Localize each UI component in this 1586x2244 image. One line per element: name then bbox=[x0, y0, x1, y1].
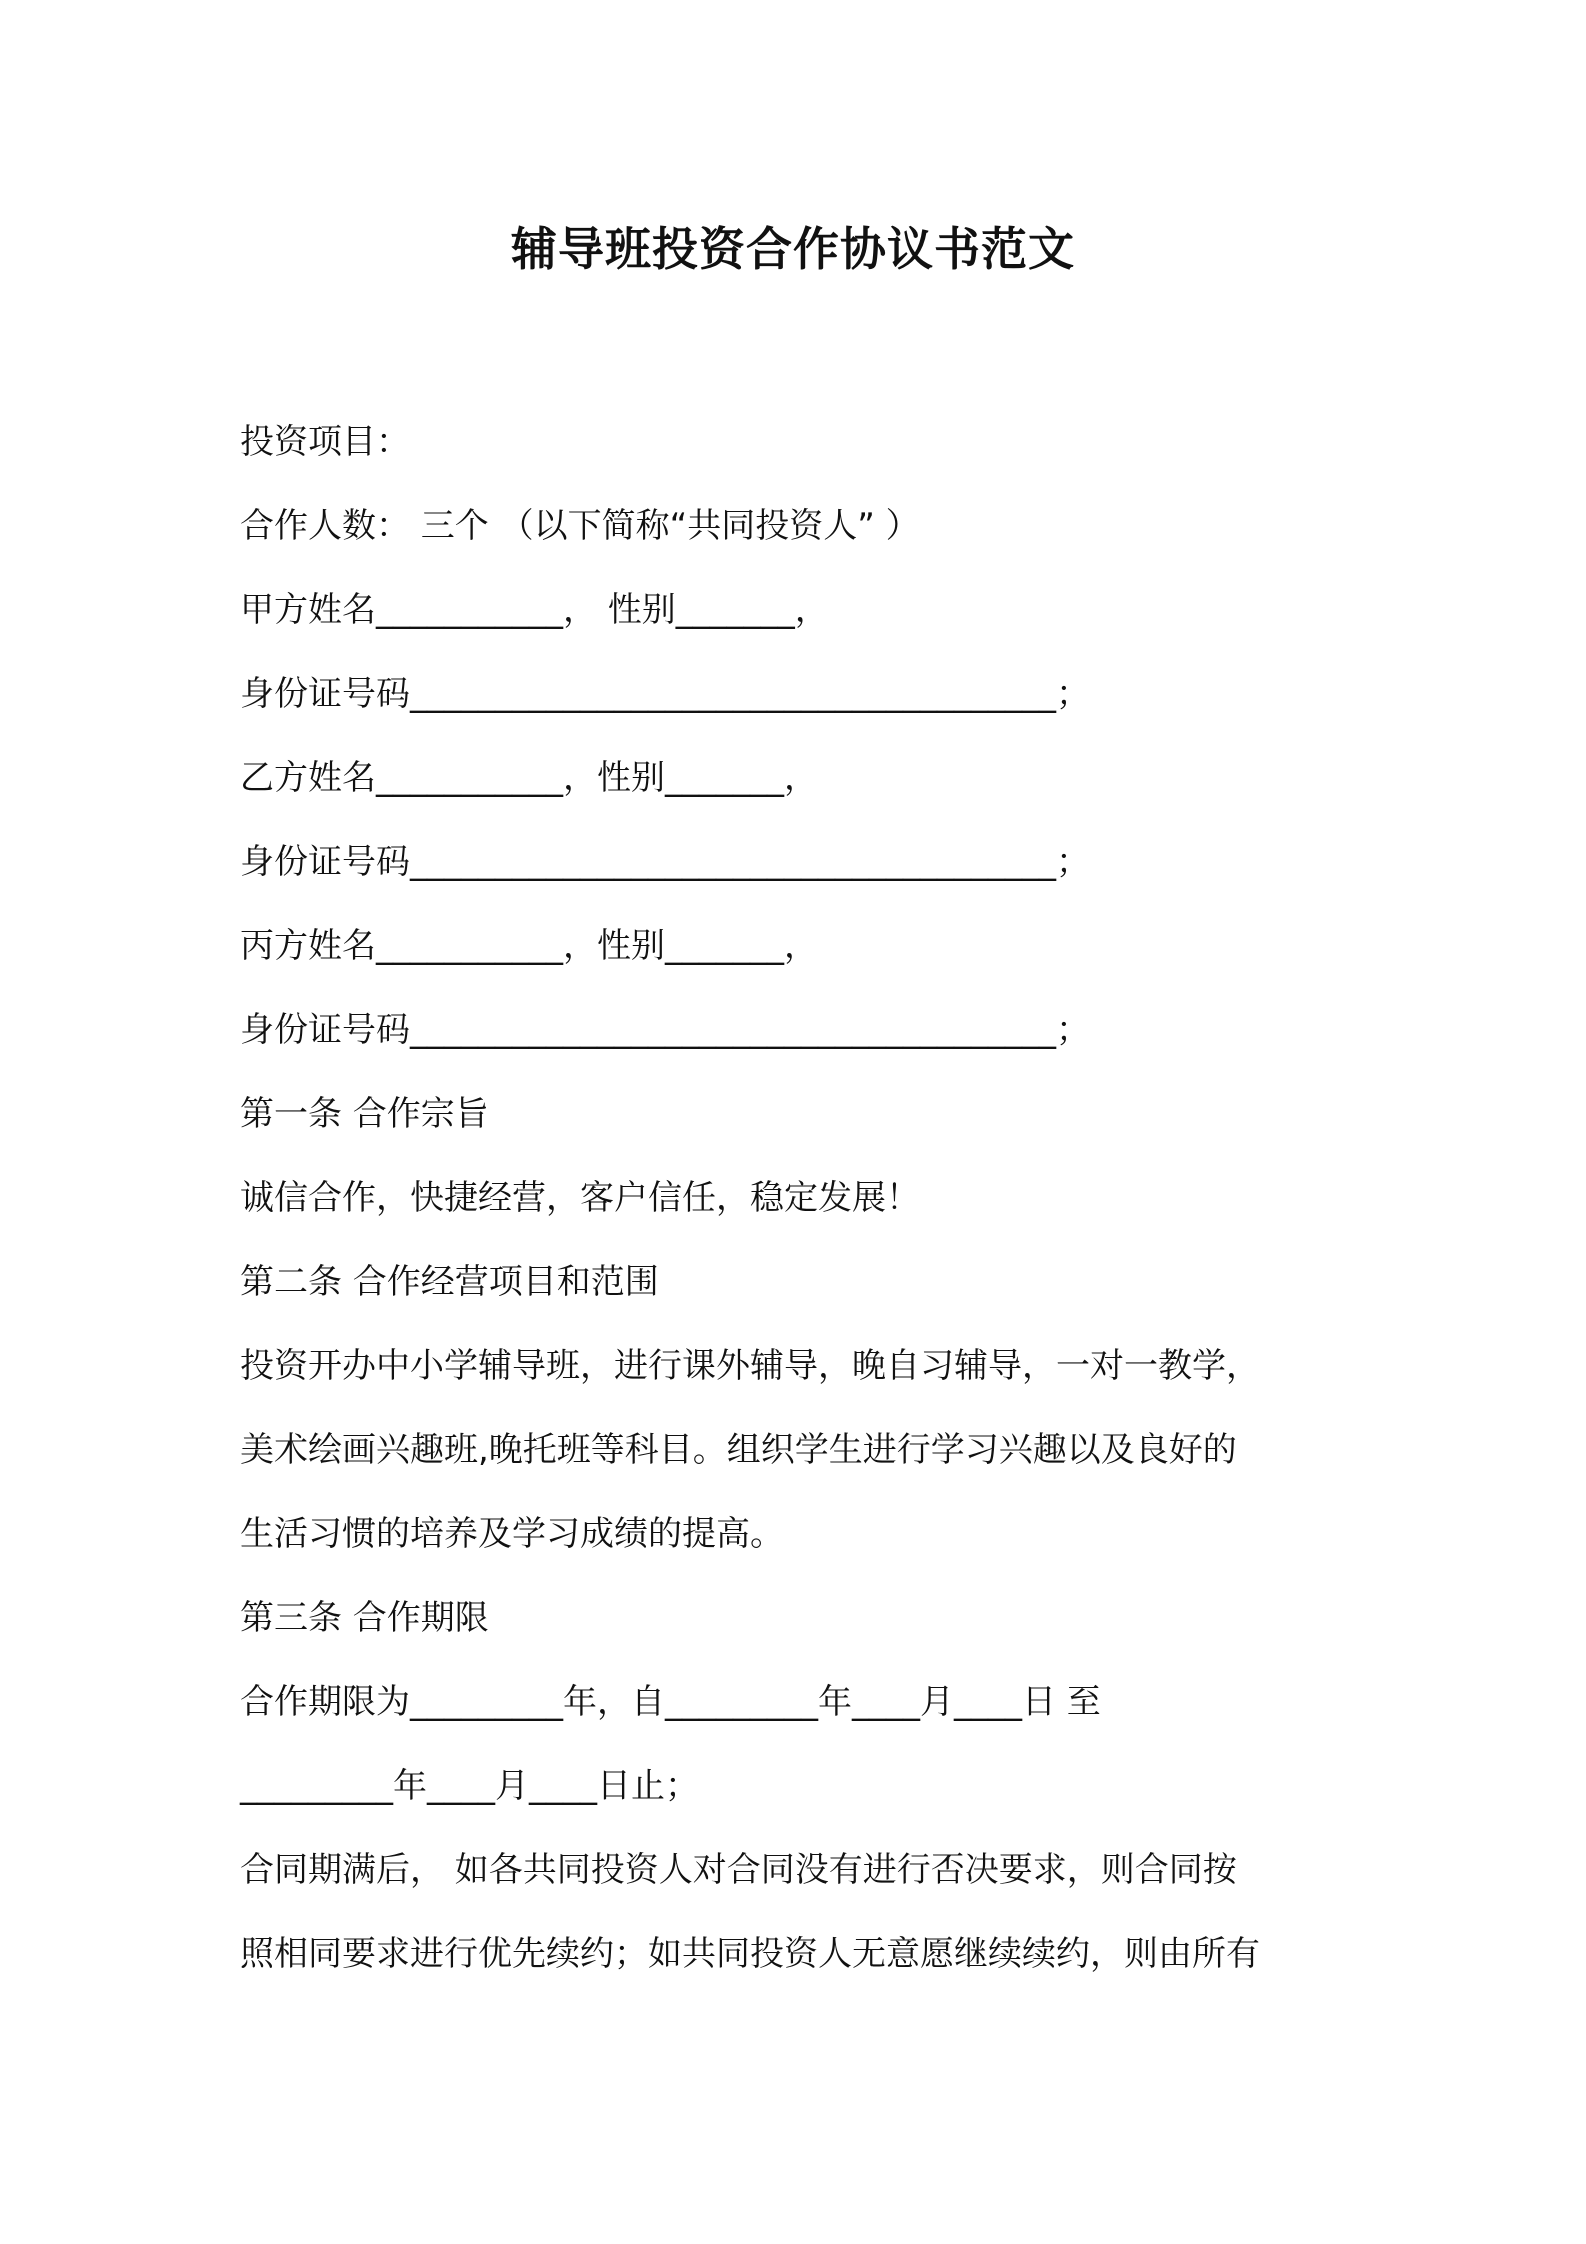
article-2-text-line-3: 生活习惯的培养及学习成绩的提高。 bbox=[240, 1514, 784, 1554]
article-3-text-line-2: _________年____月____日止； bbox=[240, 1766, 699, 1806]
article-3-text-line-3: 合同期满后， 如各共同投资人对合同没有进行否决要求，则合同按 bbox=[240, 1850, 1237, 1890]
article-1-text: 诚信合作，快捷经营，客户信任，稳定发展！ bbox=[240, 1178, 920, 1218]
party-b-id-line: 身份证号码______________________________________； bbox=[240, 842, 1090, 882]
article-1-heading: 第一条 合作宗旨 bbox=[240, 1094, 489, 1134]
party-c-name-line: 丙方姓名___________，性别_______， bbox=[240, 926, 818, 966]
document-title: 辅导班投资合作协议书范文 bbox=[511, 222, 1075, 276]
party-b-name-line: 乙方姓名___________，性别_______， bbox=[240, 758, 818, 798]
party-a-id-line: 身份证号码______________________________________； bbox=[240, 674, 1090, 714]
article-3-text-line-4: 照相同要求进行优先续约；如共同投资人无意愿继续续约，则由所有 bbox=[240, 1934, 1260, 1974]
investment-project-line: 投资项目： bbox=[240, 422, 410, 462]
party-c-id-line: 身份证号码______________________________________； bbox=[240, 1010, 1090, 1050]
article-3-text-line-1: 合作期限为_________年，自_________年____月____日 至 bbox=[240, 1682, 1101, 1722]
document-body bbox=[240, 400, 1360, 1996]
article-2-text-line-1: 投资开办中小学辅导班，进行课外辅导，晚自习辅导，一对一教学， bbox=[240, 1346, 1260, 1386]
article-3-heading: 第三条 合作期限 bbox=[240, 1598, 489, 1638]
article-2-text-line-2: 美术绘画兴趣班,晚托班等科目。组织学生进行学习兴趣以及良好的 bbox=[240, 1430, 1237, 1470]
article-2-heading: 第二条 合作经营项目和范围 bbox=[240, 1262, 659, 1302]
party-a-name-line: 甲方姓名___________， 性别_______， bbox=[240, 590, 829, 630]
partner-count-line: 合作人数： 三个 （以下简称“共同投资人” ） bbox=[240, 506, 920, 546]
